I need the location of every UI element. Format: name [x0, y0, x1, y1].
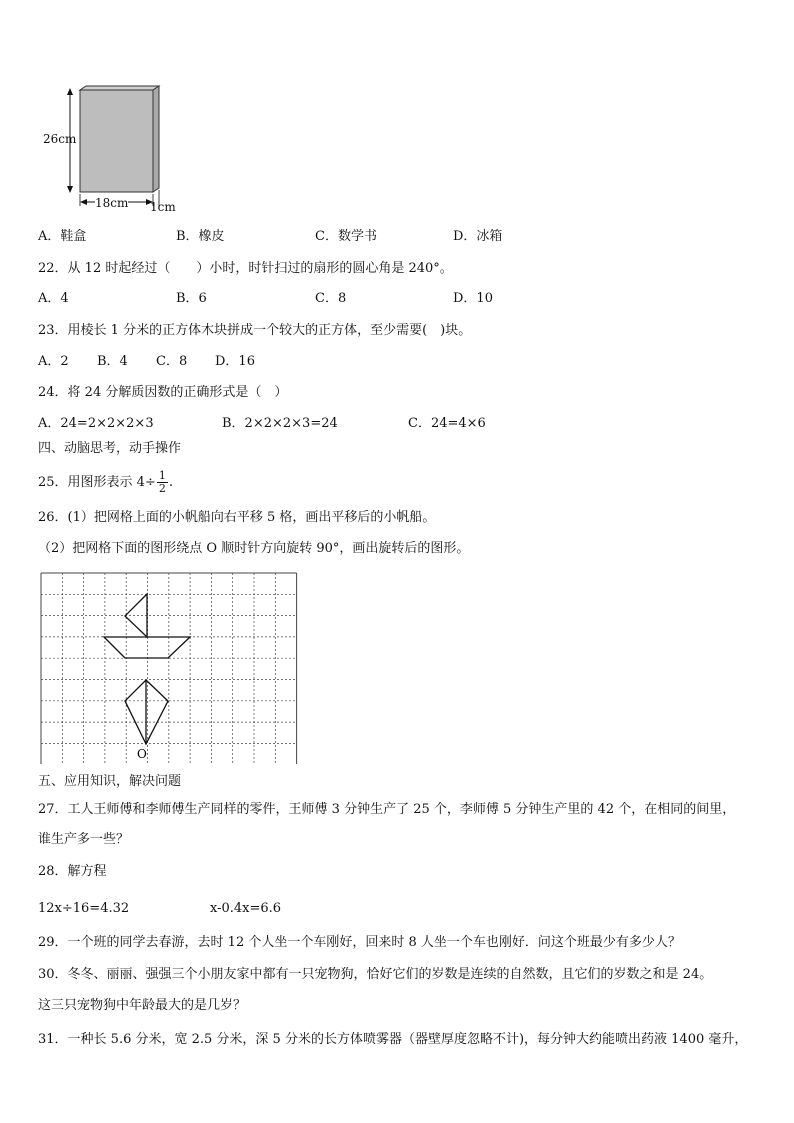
q27-line1: 27．工人王师傅和李师傅生产同样的零件，王师傅 3 分钟生产了 25 个，李师傅 5 分钟生产里的 42 个，在相同的间里，: [38, 802, 736, 817]
q26-part1: 26．(1）把网格上面的小帆船向右平移 5 格，画出平移后的小帆船。: [38, 510, 436, 525]
q31-stem: 31．一种长 5.6 分米，宽 2.5 分米，深 5 分米的长方体喷雾器（器壁厚度忽略不计)，每分钟大约能喷出药液 1400 毫升，: [38, 1032, 748, 1047]
q28-equation-2: x-0.4x=6.6: [210, 901, 282, 916]
q21-option-c: C．数学书: [315, 229, 377, 244]
q25-numerator: 1: [158, 469, 166, 482]
q21-option-a: A．鞋盒: [38, 229, 87, 244]
section-4-heading: 四、动脑思考，动手操作: [38, 441, 182, 456]
q23-option-a: A．2: [38, 354, 69, 369]
sailboat-sail: [125, 594, 147, 637]
q30-line2: 这三只宠物狗中年龄最大的是几岁？: [38, 998, 247, 1013]
section-5-heading: 五、应用知识，解决问题: [38, 774, 182, 789]
q26-part2: （2）把网格下面的图形绕点 O 顺时针方向旋转 90°，画出旋转后的图形。: [38, 541, 470, 556]
q28-equation-1: 12x÷16=4.32: [38, 901, 130, 916]
q21-option-b: B．橡皮: [176, 229, 225, 244]
q29-stem: 29．一个班的同学去春游，去时 12 个人坐一个车刚好，回来时 8 人坐一个车也刚好．问这个班最少有多少人？: [38, 935, 681, 950]
q23-option-d: D．16: [215, 354, 255, 369]
q22-option-c: C．8: [315, 291, 347, 306]
q25-suffix: .: [168, 475, 173, 490]
q24-option-a: A．24=2×2×2×3: [38, 416, 154, 431]
q24-stem: 24．将 24 分解质因数的正确形式是（ ）: [38, 385, 288, 400]
q22-option-a: A．4: [38, 291, 69, 306]
point-o-label: O: [137, 747, 147, 761]
q23-option-b: B．4: [97, 354, 128, 369]
q22-stem: 22．从 12 时起经过（ ）小时，时针扫过的扇形的圆心角是 240°。: [38, 261, 453, 276]
q28-stem: 28．解方程: [38, 864, 107, 879]
q24-option-c: C．24=4×6: [408, 416, 486, 431]
q30-line1: 30．冬冬、丽丽、强强三个小朋友家中都有一只宠物狗，恰好它们的岁数是连续的自然数，且它们的岁数之和是 24。: [38, 967, 713, 982]
q23-option-c: C．8: [156, 354, 188, 369]
q27-line2: 谁生产多一些？: [38, 832, 130, 847]
q22-option-d: D．10: [453, 291, 493, 306]
depth-label: 1cm: [150, 200, 176, 214]
q21-option-d: D．冰箱: [453, 229, 503, 244]
height-label: 26cm: [43, 132, 77, 146]
q23-stem: 23．用棱长 1 分米的正方体木块拼成一个较大的正方体，至少需要( )块。: [38, 323, 472, 338]
sailboat-hull: [104, 637, 190, 658]
q25-stem: [38, 470, 173, 495]
box-figure: [38, 82, 188, 217]
grid-figure: [40, 572, 302, 764]
q22-option-b: B．6: [176, 291, 207, 306]
q25-denominator: 2: [158, 482, 166, 495]
q25-prefix: 25．用图形表示 4÷: [38, 475, 156, 490]
q24-option-b: B．2×2×2×3=24: [222, 416, 338, 431]
grid-drawing: [40, 572, 302, 764]
width-label: 18cm: [95, 196, 129, 210]
q25-fraction: [157, 470, 168, 495]
